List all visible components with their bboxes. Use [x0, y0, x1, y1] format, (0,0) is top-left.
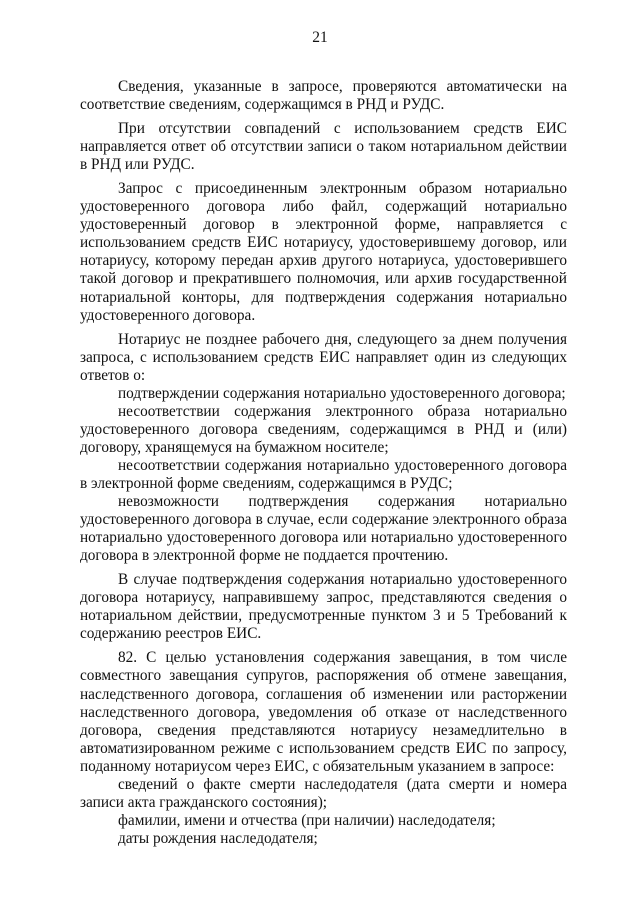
paragraph-confirmation-case: В случае подтверждения содержания нотариально удостоверенного договора нотариусу, направившему запрос, представляются сведения о нотариальном действии, предусмотренные пунктом 3 и 5 Требований к содержанию реестров ЕИС. [80, 571, 567, 643]
page-number: 21 [312, 29, 328, 46]
list-item-death-facts: сведений о факте смерти наследодателя (дата смерти и номера записи акта гражданского состояния); [80, 775, 567, 811]
document-body [80, 78, 567, 848]
paragraph-no-match: При отсутствии совпадений с использованием средств ЕИС направляется ответ об отсутствии записи о таком нотариальном действии в РНД или РУДС. [80, 120, 567, 174]
list-item-impossibility: невозможности подтверждения содержания нотариально удостоверенного договора в случае, если содержание электронного образа нотариально удостоверенного договора или нотариально удостоверенного договора в электронной форме не поддается прочтению. [80, 493, 567, 565]
list-item-mismatch-image: несоответствии содержания электронного образа нотариально удостоверенного договора сведениям, содержащимся в РНД и (или) договору, хранящемуся на бумажном носителе; [80, 402, 567, 456]
paragraph-notary-response: Нотариус не позднее рабочего дня, следующего за днем получения запроса, с использованием средств ЕИС направляет один из следующих ответов о: [80, 330, 567, 384]
list-item-confirmation: подтверждении содержания нотариально удостоверенного договора; [118, 384, 566, 402]
list-item-birth-date: даты рождения наследодателя; [118, 829, 318, 847]
list-item-full-name: фамилии, имени и отчества (при наличии) наследодателя; [118, 811, 496, 829]
paragraph-verification: Сведения, указанные в запросе, проверяются автоматически на соответствие сведениям, содержащимся в РНД и РУДС. [80, 78, 567, 114]
paragraph-request-attached: Запрос с присоединенным электронным образом нотариально удостоверенного договора либо файл, содержащий нотариально удостоверенный договор в электронной форме, направляется с использованием средств ЕИС нотариусу, удостоверившему договор, или нотариусу, которому передан архив другого нотариуса, удостоверившего такой договор и прекратившего полномочия, или архив государственной нотариальной конторы, для подтверждения содержания нотариально удостоверенного договора. [80, 180, 567, 324]
paragraph-item-82: 82. С целью установления содержания завещания, в том числе совместного завещания супругов, распоряжения об отмене завещания, наследственного договора, соглашения об изменении или расторжении наследственного договора, уведомления об отказе от наследственного договора, сведения представляются нотариусу незамедлительно в автоматизированном режиме с использованием средств ЕИС по запросу, поданному нотариусом через ЕИС, с обязательным указанием в запросе: [80, 649, 567, 775]
list-item-mismatch-electronic: несоответствии содержания нотариально удостоверенного договора в электронной форме сведениям, содержащимся в РУДС; [80, 456, 567, 492]
